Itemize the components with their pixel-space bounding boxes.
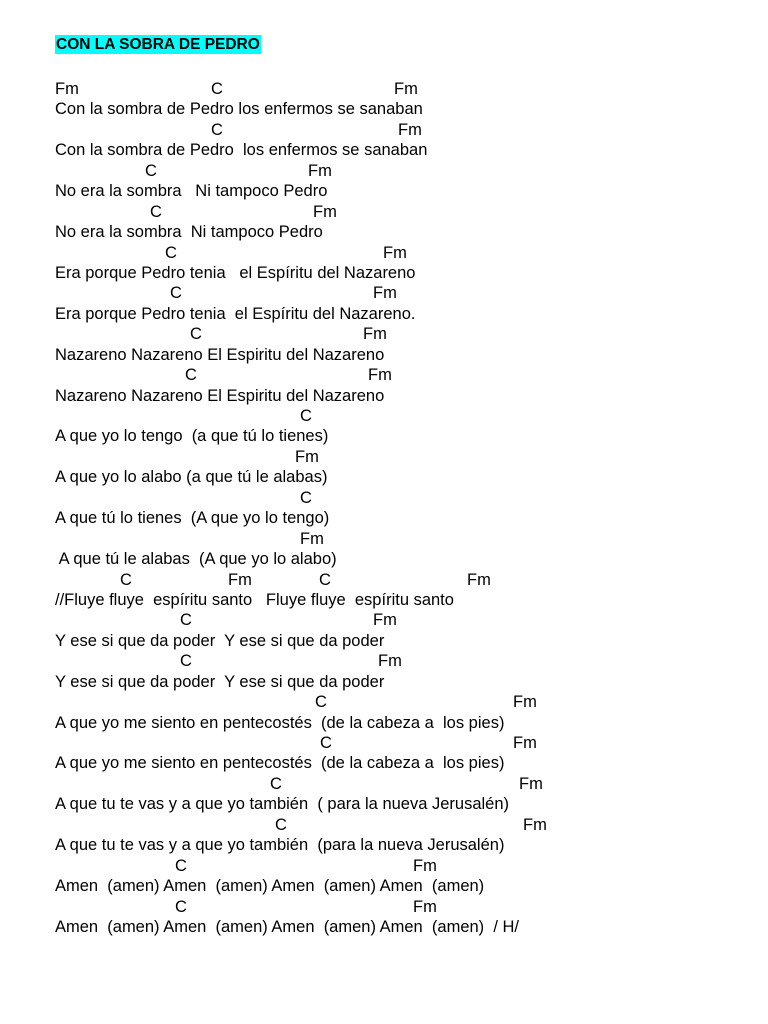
chord-line bbox=[55, 856, 745, 876]
chord: C bbox=[175, 856, 187, 875]
chord: C bbox=[300, 488, 312, 507]
chord-line bbox=[55, 774, 745, 794]
chord: Fm bbox=[394, 80, 418, 98]
chord: Fm bbox=[519, 774, 543, 793]
lyric-line: Era porque Pedro tenia el Espíritu del Nazareno. bbox=[55, 304, 416, 323]
chord: C bbox=[270, 774, 282, 793]
chord: Fm bbox=[55, 80, 79, 98]
chord-line bbox=[55, 243, 745, 263]
lyric-line: //Fluye fluye espíritu santo Fluye fluye espíritu santo bbox=[55, 590, 454, 609]
lyric-line: A que tú lo tienes (A que yo lo tengo) bbox=[55, 509, 330, 528]
lyric-line: No era la sombra Ni tampoco Pedro bbox=[55, 182, 328, 201]
lyric-line: Era porque Pedro tenia el Espíritu del Nazareno bbox=[55, 263, 416, 282]
chord: Fm bbox=[368, 366, 392, 385]
chord-line bbox=[55, 692, 745, 712]
chord: C bbox=[211, 120, 223, 139]
chord-line bbox=[55, 283, 745, 303]
song-title: CON LA SOBRA DE PEDRO bbox=[56, 36, 260, 53]
chord: Fm bbox=[513, 734, 537, 752]
chord: Fm bbox=[363, 325, 387, 344]
lyric-line: A que yo me siento en pentecostés (de la cabeza a los pies) bbox=[55, 713, 505, 732]
chord: Fm bbox=[228, 570, 252, 589]
chord-line bbox=[55, 570, 745, 590]
chord: Fm bbox=[295, 447, 319, 466]
chord: C bbox=[190, 325, 202, 344]
chord-line bbox=[55, 897, 745, 917]
lyric-line: Amen (amen) Amen (amen) Amen (amen) Amen (amen) / H/ bbox=[55, 917, 519, 936]
chord: C bbox=[300, 407, 312, 425]
chord: C bbox=[120, 570, 132, 589]
chord-line bbox=[55, 120, 745, 140]
title-row bbox=[55, 35, 745, 59]
chord: Fm bbox=[467, 570, 491, 589]
chord: Fm bbox=[398, 120, 422, 139]
chord: C bbox=[211, 80, 223, 98]
chord: Fm bbox=[313, 202, 337, 221]
chord-line bbox=[55, 815, 745, 835]
lyric-line: Con la sombra de Pedro los enfermos se sanaban bbox=[55, 100, 423, 119]
chord: C bbox=[175, 897, 187, 916]
chord-line bbox=[55, 365, 745, 385]
chord: C bbox=[165, 243, 177, 262]
chord: C bbox=[170, 284, 182, 303]
chord-line bbox=[55, 529, 745, 549]
lyric-line: A que yo me siento en pentecostés (de la cabeza a los pies) bbox=[55, 754, 505, 773]
chord-line bbox=[55, 79, 745, 99]
chord-line bbox=[55, 324, 745, 344]
lyric-line: Nazareno Nazareno El Espiritu del Nazareno bbox=[55, 386, 385, 405]
chord: C bbox=[315, 693, 327, 712]
lyric-line: A que tu te vas y a que yo también (para la nueva Jerusalén) bbox=[55, 836, 505, 855]
chord: Fm bbox=[373, 284, 397, 303]
lyric-line: Con la sombra de Pedro los enfermos se sanaban bbox=[55, 141, 428, 160]
lyric-line: Nazareno Nazareno El Espiritu del Nazareno bbox=[55, 345, 385, 364]
lyric-line: A que tu te vas y a que yo también ( para la nueva Jerusalén) bbox=[55, 795, 510, 814]
chord-line bbox=[55, 733, 745, 753]
song-sheet bbox=[55, 35, 745, 937]
chord-line bbox=[55, 447, 745, 467]
lyric-line: Y ese si que da poder Y ese si que da poder bbox=[55, 672, 385, 691]
chord: C bbox=[320, 734, 332, 752]
chord: Fm bbox=[308, 161, 332, 180]
chord: Fm bbox=[378, 652, 402, 671]
chord: C bbox=[145, 161, 157, 180]
chord: Fm bbox=[383, 243, 407, 262]
lyric-line: A que tú le alabas (A que yo lo alabo) bbox=[55, 550, 337, 569]
chord-line bbox=[55, 406, 745, 426]
chord: Fm bbox=[413, 856, 437, 875]
lyric-line: Y ese si que da poder Y ese si que da poder bbox=[55, 631, 385, 650]
chord: C bbox=[180, 611, 192, 630]
lyric-line: No era la sombra Ni tampoco Pedro bbox=[55, 223, 323, 242]
chord: C bbox=[319, 570, 331, 589]
chord: C bbox=[275, 815, 287, 834]
chord: C bbox=[180, 652, 192, 671]
chord: Fm bbox=[413, 897, 437, 916]
chord-line bbox=[55, 610, 745, 630]
lyric-line: A que yo lo tengo (a que tú lo tienes) bbox=[55, 427, 329, 446]
chord-line bbox=[55, 202, 745, 222]
chord: Fm bbox=[373, 611, 397, 630]
chord: C bbox=[185, 366, 197, 385]
lyric-line: Amen (amen) Amen (amen) Amen (amen) Amen (amen) bbox=[55, 877, 485, 896]
chord-line bbox=[55, 161, 745, 181]
lyric-line: A que yo lo alabo (a que tú le alabas) bbox=[55, 468, 328, 487]
chord-line bbox=[55, 651, 745, 671]
chord-line bbox=[55, 488, 745, 508]
chord: C bbox=[150, 202, 162, 221]
song-body bbox=[55, 79, 745, 937]
chord: Fm bbox=[300, 529, 324, 548]
chord: Fm bbox=[523, 815, 547, 834]
chord: Fm bbox=[513, 693, 537, 712]
